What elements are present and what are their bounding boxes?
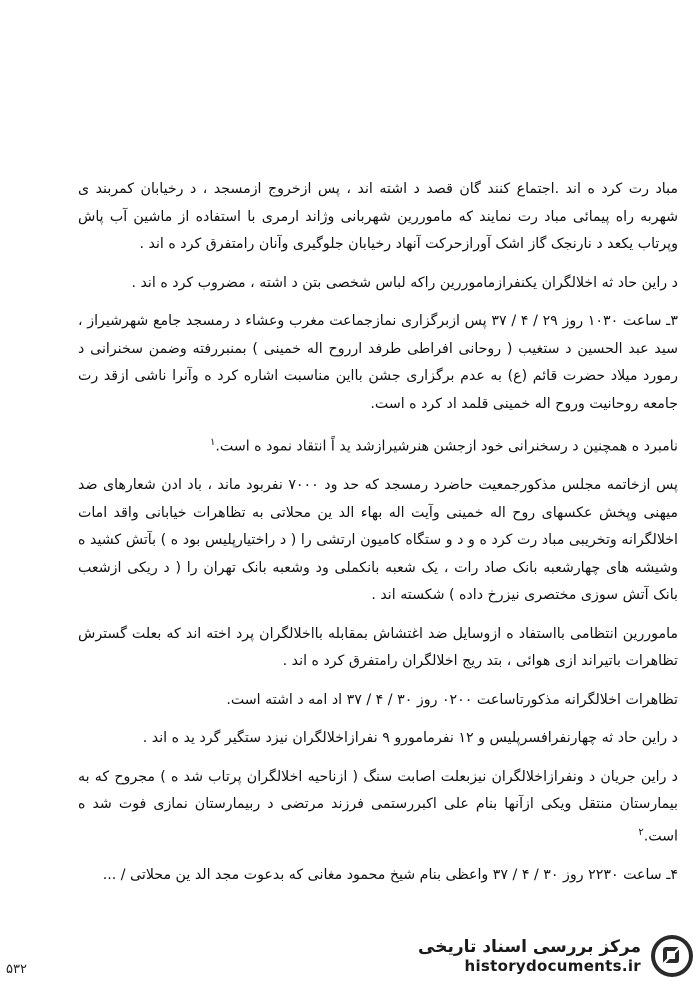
paragraph-4: نامبرد ه همچنین د رسخنرانی خود ازجشن هنرشیرازشد ید اً انتقاد نمود ه است.$^۱$ xyxy=(210,437,678,455)
paragraph-9: د راین جریان د ونفرازاخلالگران نیزبعلت اصابت سنگ ( ازناحیه اخلالگران پرتاب شد ه ) مجروح که به بیمارستان منتقل ویکی ازآنها بنام علی اکبررستمی فرزند مرتضی د ربیمارستان نمازی فوت شد ه است.$^۲$ xyxy=(78,768,678,845)
watermark xyxy=(405,925,695,987)
archive-logo-icon xyxy=(649,933,695,979)
paragraph-10: ۴ـ ساعت ۲۲۳۰ روز ۳۰ / ۴ / ۳۷ واعظی بنام شیخ محمود مغانی که بدعوت مجد الد ین محلاتی / ... xyxy=(102,866,678,883)
paragraph-8: د راین حاد ثه چهارنفرافسرپلیس و ۱۲ نفرمامورو ۹ نفرازاخلالگران نیزد ستگیر گرد ید ه اند . xyxy=(142,730,678,747)
paragraph-2: د راین حاد ثه اخلالگران یکنفرازماموررین راکه لباس شخصی بتن د اشته ، مضروب کرد ه اند . xyxy=(131,274,678,291)
document-body xyxy=(78,176,678,900)
paragraph-5: پس ازخاتمه مجلس مذکورجمعیت حاضرد رمسجد که حد ود ۷۰۰۰ نفربود ماند ، باد ادن شعارهای ضد میهنی وپخش عکسهای روح اله خمینی وآیت اله بهاء الد ین محلاتی به تظاهرات خیابانی واقد امات اخلالگرانه وتخریبی مباد رت کرد ه و د و ستگاه کامیون ارتشی را ( د راختیارپلیس بود ه ) بآتش کشید ه وشیشه های چهارشعبه بانک صاد رات ، یک شعبه بانکملی ود وشعبه بانک تهران را ( د ریکی ازشعب بانک آتش سوزی مختصری نیزرخ داده ) شکسته اند . xyxy=(78,477,678,604)
page-number: ۵۳۲ xyxy=(6,962,27,977)
footnote-marker: ۲ xyxy=(638,826,644,838)
paragraph-7: تظاهرات اخلالگرانه مذکورتاساعت ۰۲۰۰ روز ۳۰ / ۴ / ۳۷ اد امه د اشته است. xyxy=(226,691,678,708)
watermark-title: مرکز بررسی اسناد تاریخی xyxy=(418,937,641,957)
watermark-url: historydocuments.ir xyxy=(464,957,641,975)
paragraph-3: ۳ـ ساعت ۱۰۳۰ روز ۲۹ / ۴ / ۳۷ پس ازبرگزاری نمازجماعت مغرب وعشاء د رمسجد جامع شهرشیراز ، سید عبد الحسین د ستغیب ( روحانی افراطی طرفد ارروح اله خمینی ) بمنبررفته وضمن سخنرانی د رمورد میلاد حضرت قائم (ع) به عدم برگزاری جشن بااین مناسبت اشاره کرد ه وآنرا ناشی ازقد رت جامعه روحانیت وروح اله خمینی قلمد اد کرد ه است. xyxy=(78,313,678,412)
paragraph-1: مباد رت کرد ه اند .اجتماع کنند گان قصد د اشته اند ، پس ازخروج ازمسجد ، د رخیابان کمربند ی شهربه راه پیمائی مباد رت نمایند که ماموررین شهربانی وژاند ارمری با استفاده از ماشین آب پاش وپرتاب یکعد د نارنجک گاز اشک آورازحرکت آنهاد رخیابان جلوگیری وآنان رامتفرق کرد ه اند . xyxy=(78,181,678,252)
footnote-marker: ۱ xyxy=(210,437,216,448)
paragraph-6: ماموررین انتظامی بااستفاد ه ازوسایل ضد اغتشاش بمقابله بااخلالگران پرد اخته اند که بعلت گسترش تظاهرات باتیراند ازی هوائی ، بتد ریج اخلالگران رامتفرق کرد ه اند . xyxy=(78,625,678,670)
